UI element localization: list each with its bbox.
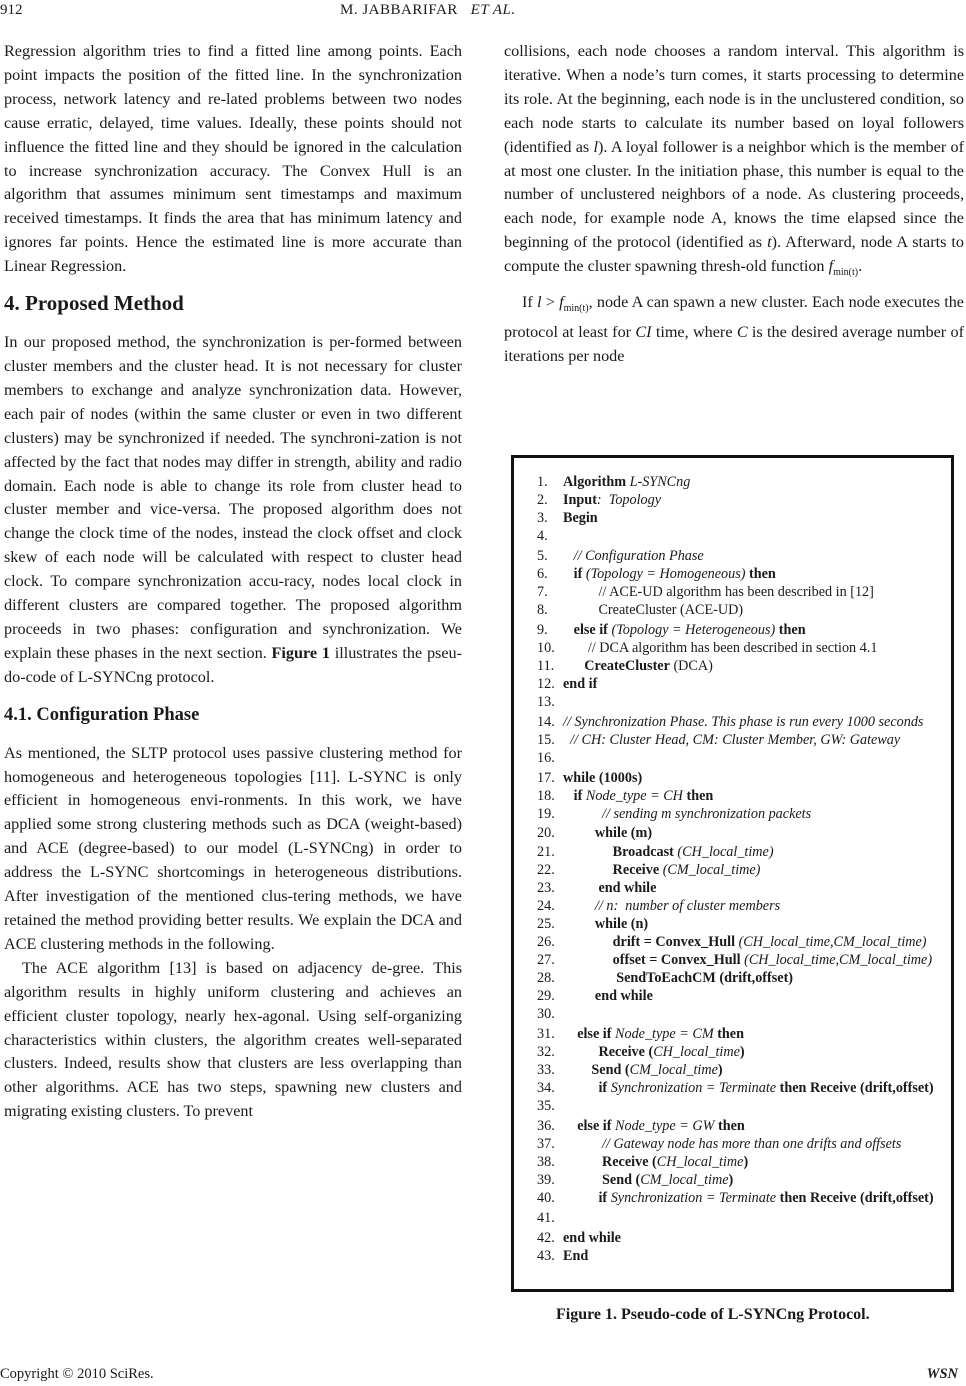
- code-keyword: CreateCluster: [563, 658, 670, 674]
- author-names: M. JABBARIFAR: [340, 2, 458, 18]
- pseudocode-line: [537, 806, 811, 823]
- pseudocode-line: [537, 1098, 563, 1115]
- symbol-f-subscript-2: min(t): [563, 303, 589, 315]
- line-number: 9.: [537, 621, 548, 638]
- code-keyword: else if: [563, 1118, 612, 1134]
- line-number: 23.: [537, 879, 555, 896]
- paragraph-spawn: [504, 291, 964, 369]
- line-number: 10.: [537, 639, 555, 656]
- code-keyword: Receive: [563, 861, 660, 878]
- pseudocode-line: [537, 1118, 745, 1135]
- pseudocode-line: [537, 1230, 621, 1247]
- line-number: 31.: [537, 1026, 555, 1042]
- line-number: 4.: [537, 528, 548, 545]
- code-text: // sending m synchronization packets: [563, 805, 812, 822]
- code-keyword: end while: [563, 1229, 621, 1246]
- code-keyword: else if: [563, 1026, 612, 1042]
- code-text: : Topology: [596, 492, 662, 509]
- line-number: 43.: [537, 1247, 555, 1264]
- subsection-title-configuration: 4.1. Configuration Phase: [4, 704, 200, 725]
- line-number: 20.: [537, 825, 555, 842]
- line-number: 6.: [537, 566, 548, 582]
- footer-journal: WSN: [926, 1366, 958, 1382]
- paragraph-proposed-method: [4, 331, 462, 690]
- pseudocode-line: [537, 1154, 748, 1171]
- pseudocode-line: [537, 970, 793, 987]
- code-keyword: end while: [563, 988, 653, 1005]
- code-keyword: then: [778, 621, 806, 638]
- pseudocode-line: [537, 934, 927, 951]
- figure-caption: Figure 1. Pseudo-code of L-SYNCng Protocol.: [556, 1306, 870, 1323]
- code-keyword: end if: [563, 676, 598, 693]
- pseudocode-line: [537, 528, 563, 545]
- pseudocode-line: [537, 584, 874, 601]
- pseudocode-line: [537, 676, 597, 693]
- ace-text-3: , knows the time elapsed since the beginning of the protocol (identified as: [504, 209, 964, 252]
- code-text: CH_local_time: [656, 1154, 744, 1171]
- code-keyword: then: [717, 1026, 744, 1042]
- code-keyword: Algorithm: [563, 474, 627, 490]
- code-text: Node_type = GW: [611, 1118, 718, 1134]
- code-keyword: then: [686, 787, 714, 804]
- code-text: CM_local_time: [629, 1062, 718, 1079]
- code-keyword: if: [563, 1080, 608, 1097]
- pseudocode-line: [537, 898, 780, 915]
- code-text: // n: number of cluster members: [563, 897, 781, 914]
- right-column: [504, 40, 964, 369]
- code-text: (CH_local_time,CM_local_time): [740, 952, 933, 969]
- pseudocode-line: [537, 1210, 563, 1227]
- code-keyword: ): [739, 1044, 745, 1061]
- pseudocode-line: [537, 1026, 744, 1043]
- line-number: 37.: [537, 1136, 555, 1153]
- pseudocode-line: [537, 548, 704, 565]
- code-keyword: if: [563, 566, 583, 582]
- line-number: 2.: [537, 492, 548, 509]
- code-keyword: then: [717, 1118, 745, 1134]
- symbol-f: f: [828, 257, 834, 276]
- code-text: // DCA algorithm has been described in section 4.1: [563, 639, 878, 656]
- code-text: CM_local_time: [640, 1172, 729, 1189]
- spawn-text-3: is the desired average number of iterations per node: [504, 323, 964, 366]
- code-keyword: end while: [563, 879, 657, 896]
- pseudocode-line: [537, 988, 653, 1005]
- symbol-l-2: l: [537, 293, 542, 312]
- ace-text-1: collisions, each node chooses a random interval. This algorithm is iterative. When a node’s turn comes, it starts processing to determine its role. At the beginning, each node is in the unclustered condition, so each node starts to calculate its number based on loyal followers (identified as: [504, 42, 964, 156]
- code-keyword: Receive (: [563, 1154, 657, 1171]
- code-keyword: Broadcast: [563, 843, 674, 860]
- code-keyword: SendToEachCM (drift,offset): [563, 970, 794, 987]
- paragraph-configuration: As mentioned, the SLTP protocol uses passive clustering method for homogeneous and heterogeneous topologies [11]. L-SYNC is only efficient in homogeneous envi-ronments. In this work, we have applied some strong clustering methods such as DCA (weight-based) and ACE (degree-based) to our model (L-SYNCng) in order to address the L-SYNC shortcomings in heterogeneous distributions. After investigation of the mentioned clus-tering methods, we have retained the method providing better results. We explain the DCA and ACE clustering methods in the following.: [4, 743, 462, 953]
- line-number: 25.: [537, 915, 555, 932]
- running-title: [340, 2, 516, 19]
- symbol-c: C: [736, 323, 748, 342]
- section-title-proposed-method: 4. Proposed Method: [4, 291, 184, 316]
- proposed-method-text: In our proposed method, the synchronization is per-formed between cluster members and the cluster head. It is not necessary for cluster members to exchange and analyze synchronization data. However, each pair of nodes (within the same cluster or even in two different clusters) may be synchronized if needed. The synchroni-zation is not affected by the fact that nodes may differ in strength, ability and radio domain. Each node is able to change its role from cluster head to cluster member and vice-versa. The proposed algorithm does not change the clock time of the nodes, instead the clock offset and clock skew of each node will be calculated with respect to cluster head clock. To compare synchronization accu-racy, nodes local clock in different clusters are compared together. The proposed algorithm proceeds in two phases: configuration and synchronization. We explain these phases in the next section.: [4, 333, 462, 662]
- pseudocode-line: [537, 640, 877, 657]
- code-keyword: while (m): [563, 825, 653, 842]
- ace-text-5: starts to compute the cluster spawning thresh-old function: [504, 233, 965, 276]
- pseudocode-line: [537, 770, 642, 787]
- code-text: // Synchronization Phase. This phase is run every 1000 seconds: [563, 713, 924, 730]
- paragraph-convex-hull: Regression algorithm tries to find a fitted line among points. Each point impacts the position of the fitted line. In the synchronization process, network latency and re-lated problems between two nodes cause erratic, delayed, time values. Ideally, these points should not influence the fitted line and they should be ignored in the calculation to increase synchronization accuracy. The Convex Hull is an algorithm that assumes minimum sent timestamps and maximum received timestamps. It finds the area that has minimum latency and ignores far points. Hence the estimated line is more accurate than Linear Regression.: [4, 42, 462, 276]
- footer-copyright: Copyright © 2010 SciRes.: [0, 1366, 154, 1382]
- symbol-node-a-2: A: [896, 233, 908, 252]
- pseudocode-line: [537, 622, 806, 639]
- line-number: 34.: [537, 1080, 555, 1097]
- pseudocode-line: [537, 880, 656, 897]
- code-keyword: then Receive (drift,offset): [779, 1190, 934, 1207]
- pseudocode-line: [537, 474, 690, 491]
- pseudocode-line: [537, 788, 713, 805]
- code-keyword: Begin: [563, 510, 598, 527]
- line-number: 42.: [537, 1229, 555, 1246]
- pseudocode-line: [537, 1190, 934, 1207]
- code-text: // ACE-UD algorithm has been described in [12]: [563, 584, 874, 601]
- symbol-l: l: [593, 137, 598, 156]
- code-text: (CH_local_time,CM_local_time): [735, 934, 927, 950]
- ace-text-4: ). Afterward, node: [771, 233, 897, 252]
- line-number: 27.: [537, 952, 555, 969]
- code-keyword: drift = Convex_Hull: [563, 934, 736, 950]
- code-text: Synchronization = Terminate: [607, 1190, 780, 1207]
- pseudocode-line: [537, 1006, 563, 1023]
- pseudocode-line: [537, 566, 776, 583]
- code-text: // Gateway node has more than one drifts and offsets: [563, 1136, 902, 1153]
- line-number: 14.: [537, 713, 555, 730]
- line-number: 28.: [537, 970, 555, 987]
- pseudocode-line: [537, 750, 563, 767]
- symbol-f-2: f: [559, 293, 564, 312]
- code-keyword: ): [743, 1154, 749, 1171]
- line-number: 26.: [537, 934, 555, 950]
- pseudocode-line: [537, 1172, 733, 1189]
- code-keyword: then Receive (drift,offset): [779, 1080, 934, 1097]
- line-number: 7.: [537, 584, 548, 601]
- code-keyword: Send (: [563, 1062, 630, 1079]
- line-number: 29.: [537, 988, 555, 1005]
- line-number: 5.: [537, 547, 548, 564]
- line-number: 38.: [537, 1154, 555, 1171]
- paragraph-ace: The ACE algorithm [13] is based on adjacency de-gree. This algorithm results in highly uniform clustering and achieves an efficient cluster topology, nearly hex-agonal. Using self-organizing characteristics within clusters, the algorithm creates well-separated clusters. Indeed, results show that clusters are less overlapping than other algorithms. ACE has two steps, spawning new clusters and migrating existing clusters. To prevent: [4, 958, 462, 1121]
- line-number: 39.: [537, 1172, 555, 1189]
- code-text: (Topology = Homogeneous): [582, 566, 749, 582]
- pseudocode-line: [537, 658, 713, 675]
- code-text: CH_local_time: [653, 1044, 740, 1061]
- code-keyword: ): [717, 1062, 723, 1079]
- running-header: [0, 0, 966, 30]
- code-text: L-SYNCng: [626, 474, 691, 490]
- symbol-ci: CI: [635, 323, 652, 342]
- line-number: 22.: [537, 861, 555, 878]
- line-number: 13.: [537, 694, 555, 711]
- code-text: (CH_local_time): [673, 843, 774, 860]
- code-keyword: Send (: [563, 1172, 641, 1189]
- code-text: (CM_local_time): [659, 861, 761, 878]
- line-number: 12.: [537, 676, 555, 693]
- pseudocode-line: [537, 714, 923, 731]
- pseudocode-line: [537, 1248, 588, 1265]
- spawn-text-1: , node A can spawn a new cluster. Each node executes the protocol at least for: [504, 293, 964, 342]
- code-text: Node_type = CH: [582, 787, 687, 804]
- code-keyword: Input: [563, 492, 597, 509]
- line-number: 16.: [537, 750, 555, 766]
- line-number: 24.: [537, 897, 555, 914]
- pseudocode-line: [537, 862, 760, 879]
- paragraph-ace-continued: [504, 40, 964, 285]
- code-text: Synchronization = Terminate: [607, 1080, 780, 1097]
- pseudocode-line: [537, 844, 774, 861]
- code-keyword: then: [749, 566, 776, 582]
- code-text: (DCA): [669, 658, 713, 674]
- symbol-t: t: [767, 233, 772, 252]
- pseudocode-line: [537, 1044, 745, 1061]
- code-keyword: while (1000s): [563, 769, 643, 786]
- pseudocode-line: [537, 1136, 901, 1153]
- pseudocode-line: [537, 916, 648, 933]
- code-text: // Configuration Phase: [563, 547, 704, 564]
- pseudocode-line: [537, 825, 652, 842]
- line-number: 21.: [537, 843, 555, 860]
- left-column: [4, 40, 462, 1124]
- line-number: 19.: [537, 805, 555, 822]
- line-number: 8.: [537, 602, 548, 619]
- line-number: 18.: [537, 787, 555, 804]
- code-text: CreateCluster (ACE-UD): [563, 602, 744, 619]
- ace-text-end: .: [858, 257, 863, 276]
- proposed-method-text-end: illustrates the pseu-do-code of L-SYNCng protocol.: [4, 643, 463, 686]
- line-number: 15.: [537, 731, 555, 748]
- code-text: Node_type = CM: [611, 1026, 718, 1042]
- line-number: 33.: [537, 1062, 555, 1079]
- symbol-node-a: A: [710, 209, 723, 228]
- line-number: 3.: [537, 510, 548, 527]
- code-keyword: ): [728, 1172, 734, 1189]
- code-keyword: Receive (: [563, 1044, 654, 1061]
- line-number: 30.: [537, 1006, 555, 1023]
- code-keyword: offset = Convex_Hull: [563, 952, 741, 969]
- code-keyword: while (n): [563, 915, 649, 932]
- code-keyword: else if: [563, 621, 608, 638]
- code-keyword: if: [563, 787, 583, 804]
- symbol-f-subscript: min(t): [833, 267, 859, 279]
- line-number: 36.: [537, 1118, 555, 1134]
- code-text: // CH: Cluster Head, CM: Cluster Member, GW: Gateway: [563, 731, 901, 748]
- line-number: 1.: [537, 474, 548, 490]
- author-etal: ET AL.: [470, 2, 516, 18]
- pseudocode-line: [537, 510, 598, 527]
- pseudocode-line: [537, 1062, 723, 1079]
- symbol-gt: >: [541, 293, 560, 312]
- line-number: 41.: [537, 1210, 555, 1226]
- pseudocode-line: [537, 1080, 934, 1097]
- line-number: 17.: [537, 769, 555, 786]
- code-text: (Topology = Heterogeneous): [607, 621, 779, 638]
- code-keyword: if: [563, 1190, 608, 1207]
- spawn-if: If: [522, 293, 537, 312]
- pseudocode-line: [537, 952, 932, 969]
- pseudocode-line: [537, 732, 900, 749]
- pseudocode-line: [537, 492, 661, 509]
- pseudocode-line: [537, 602, 743, 619]
- spawn-text-2: time, where: [651, 323, 737, 342]
- figure-reference: Figure 1: [271, 643, 330, 662]
- line-number: 35.: [537, 1098, 555, 1115]
- line-number: 32.: [537, 1044, 555, 1061]
- line-number: 11.: [537, 658, 555, 674]
- pseudocode-line: [537, 694, 563, 711]
- ace-text-2: ). A loyal follower is a neighbor which is the member of at most one cluster. In the initiation phase, this number is equal to the number of unclustered neighbors of a node. As clustering proceeds, each node, for example node: [504, 137, 964, 228]
- code-keyword: End: [563, 1247, 589, 1264]
- page-number: 912: [0, 2, 23, 18]
- line-number: 40.: [537, 1190, 555, 1207]
